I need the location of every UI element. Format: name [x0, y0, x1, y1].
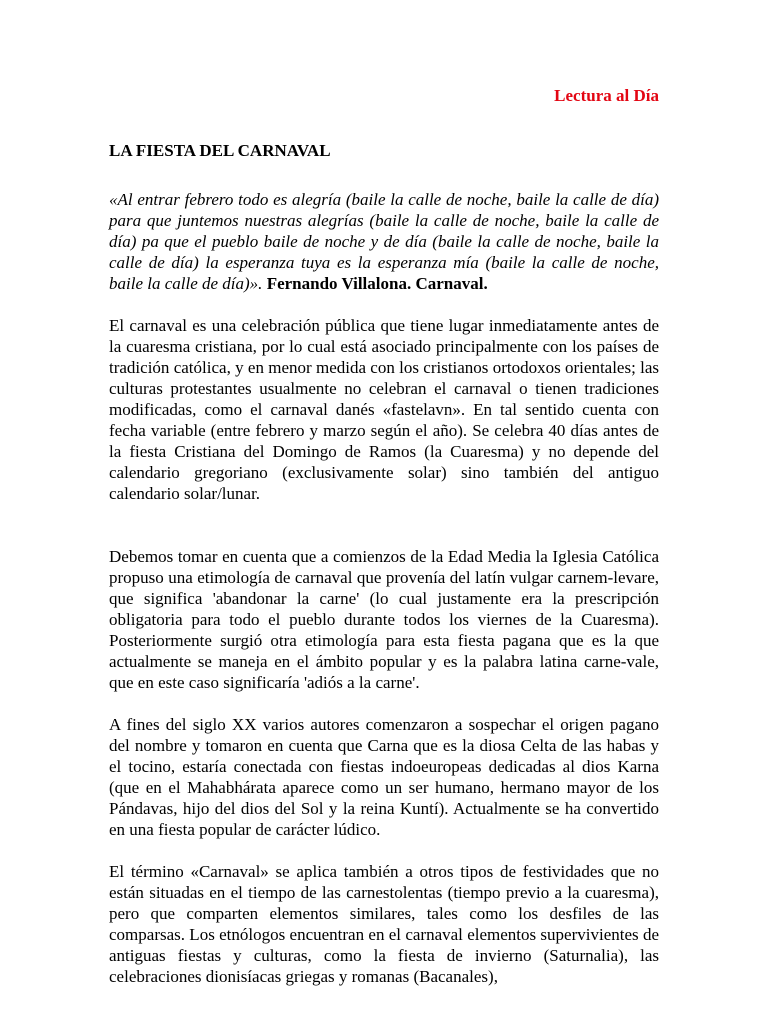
epigraph-quote: «Al entrar febrero todo es alegría (baile la calle de noche, baile la calle de día) para que juntemos nuestras alegrías (baile la calle de noche, baile la calle de día) pa que el pueblo baile de noche y de día (baile la calle de noche, baile la calle de día) la esperanza tuya es la esperanza mía (baile la calle de noche, baile la calle de día)». [109, 190, 659, 293]
paragraph-2: Debemos tomar en cuenta que a comienzos de la Edad Media la Iglesia Católica propuso una etimología de carnaval que provenía del latín vulgar carnem-levare, que significa 'abandonar la carne' (lo cual justamente era la prescripción obligatoria para todo el pueblo durante todos los viernes de la Cuaresma). Posteriormente surgió otra etimología para esta fiesta pagana que es la que actualmente se maneja en el ámbito popular y es la palabra latina carne-vale, que en este caso significaría 'adiós a la carne'. [109, 547, 659, 692]
paragraph-3: A fines del siglo XX varios autores comenzaron a sospechar el origen pagano del nombre y tomaron en cuenta que Carna que es la diosa Celta de las habas y el tocino, estaría conectada con fiestas indoeuropeas dedicadas al dios Karna (que en el Mahabhárata aparece como un ser humano, hermano mayor de los Pándavas, hijo del dios del Sol y la reina Kuntí). Actualmente se ha convertido en una fiesta popular de carácter lúdico. [109, 715, 659, 839]
article-body [109, 189, 659, 987]
paragraph-4: El término «Carnaval» se aplica también a otros tipos de festividades que no están situadas en el tiempo de las carnestolentas (tiempo previo a la cuaresma), pero que comparten elementos similares, tales como los desfiles de las comparsas. Los etnólogos encuentran en el carnaval elementos supervivientes de antiguas fiestas y culturas, como la fiesta de invierno (Saturnalia), las celebraciones dionisíacas griegas y romanas (Bacanales), [109, 862, 659, 986]
epigraph [109, 189, 659, 294]
paragraph-1: El carnaval es una celebración pública que tiene lugar inmediatamente antes de la cuaresma cristiana, por lo cual está asociado principalmente con los países de tradición católica, y en menor medida con los cristianos ortodoxos orientales; las culturas protestantes usualmente no celebran el carnaval o tienen tradiciones modificadas, como el carnaval danés «fastelavn». En tal sentido cuenta con fecha variable (entre febrero y marzo según el año). Se celebra 40 días antes de la fiesta Cristiana del Domingo de Ramos (la Cuaresma) y no depende del calendario gregoriano (exclusivamente solar) sino también del antiguo calendario solar/lunar. [109, 316, 659, 503]
article-title: LA FIESTA DEL CARNAVAL [109, 141, 331, 160]
section-label: Lectura al Día [554, 86, 659, 105]
epigraph-attribution: Fernando Villalona. Carnaval. [266, 274, 488, 293]
